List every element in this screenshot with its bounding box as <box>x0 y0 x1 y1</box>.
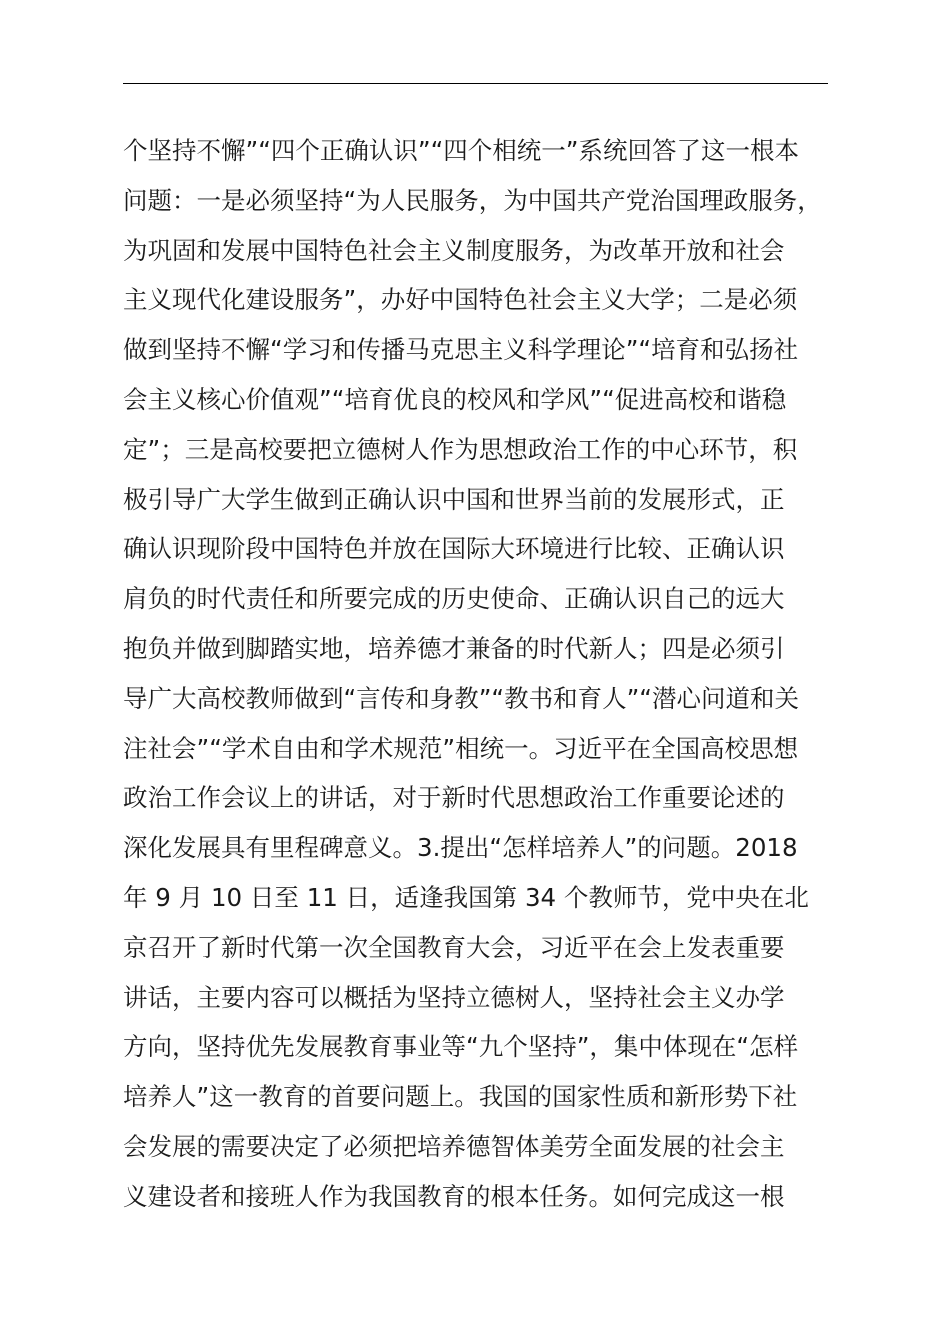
text-line: 京召开了新时代第一次全国教育大会，习近平在会上发表重要 <box>123 932 785 962</box>
text-line: 肩负的时代责任和所要完成的历史使命、正确认识自己的远大 <box>123 584 785 614</box>
text-line: 为巩固和发展中国特色社会主义制度服务，为改革开放和社会 <box>123 235 785 265</box>
text-line: 注社会”“学术自由和学术规范”相统一。习近平在全国高校思想 <box>123 733 799 763</box>
text-line: 深化发展具有里程碑意义。3.提出“怎样培养人”的问题。2018 <box>123 833 798 863</box>
text-line: 会发展的需要决定了必须把培养德智体美劳全面发展的社会主 <box>123 1131 785 1161</box>
text-line: 问题：一是必须坚持“为人民服务，为中国共产党治国理政服务， <box>123 185 822 215</box>
text-line: 会主义核心价值观”“培育优良的校风和学风”“促进高校和谐稳 <box>123 384 787 414</box>
header-rule <box>123 83 828 84</box>
text-line: 定”；三是高校要把立德树人作为思想政治工作的中心环节，积 <box>123 434 798 464</box>
text-line: 政治工作会议上的讲话，对于新时代思想政治工作重要论述的 <box>123 783 785 813</box>
text-line: 年 9 月 10 日至 11 日，适逢我国第 34 个教师节，党中央在北 <box>123 882 809 912</box>
text-line: 抱负并做到脚踏实地，培养德才兼备的时代新人；四是必须引 <box>123 633 785 663</box>
text-line: 确认识现阶段中国特色并放在国际大环境进行比较、正确认识 <box>123 534 785 564</box>
text-line: 讲话，主要内容可以概括为坚持立德树人，坚持社会主义办学 <box>123 982 785 1012</box>
text-line: 培养人”这一教育的首要问题上。我国的国家性质和新形势下社 <box>123 1082 798 1112</box>
text-line: 主义现代化建设服务”，办好中国特色社会主义大学；二是必须 <box>123 285 798 315</box>
text-line: 导广大高校教师做到“言传和身教”“教书和育人”“潜心问道和关 <box>123 683 799 713</box>
text-line: 个坚持不懈”“四个正确认识”“四个相统一”系统回答了这一根本 <box>123 136 799 165</box>
text-line: 义建设者和接班人作为我国教育的根本任务。如何完成这一根 <box>123 1181 785 1211</box>
body-text <box>123 126 843 1222</box>
text-line: 做到坚持不懈“学习和传播马克思主义科学理论”“培育和弘扬社 <box>123 335 799 365</box>
text-line: 方向，坚持优先发展教育事业等“九个坚持”，集中体现在“怎样 <box>123 1032 799 1062</box>
text-line: 极引导广大学生做到正确认识中国和世界当前的发展形式，正 <box>123 484 785 514</box>
